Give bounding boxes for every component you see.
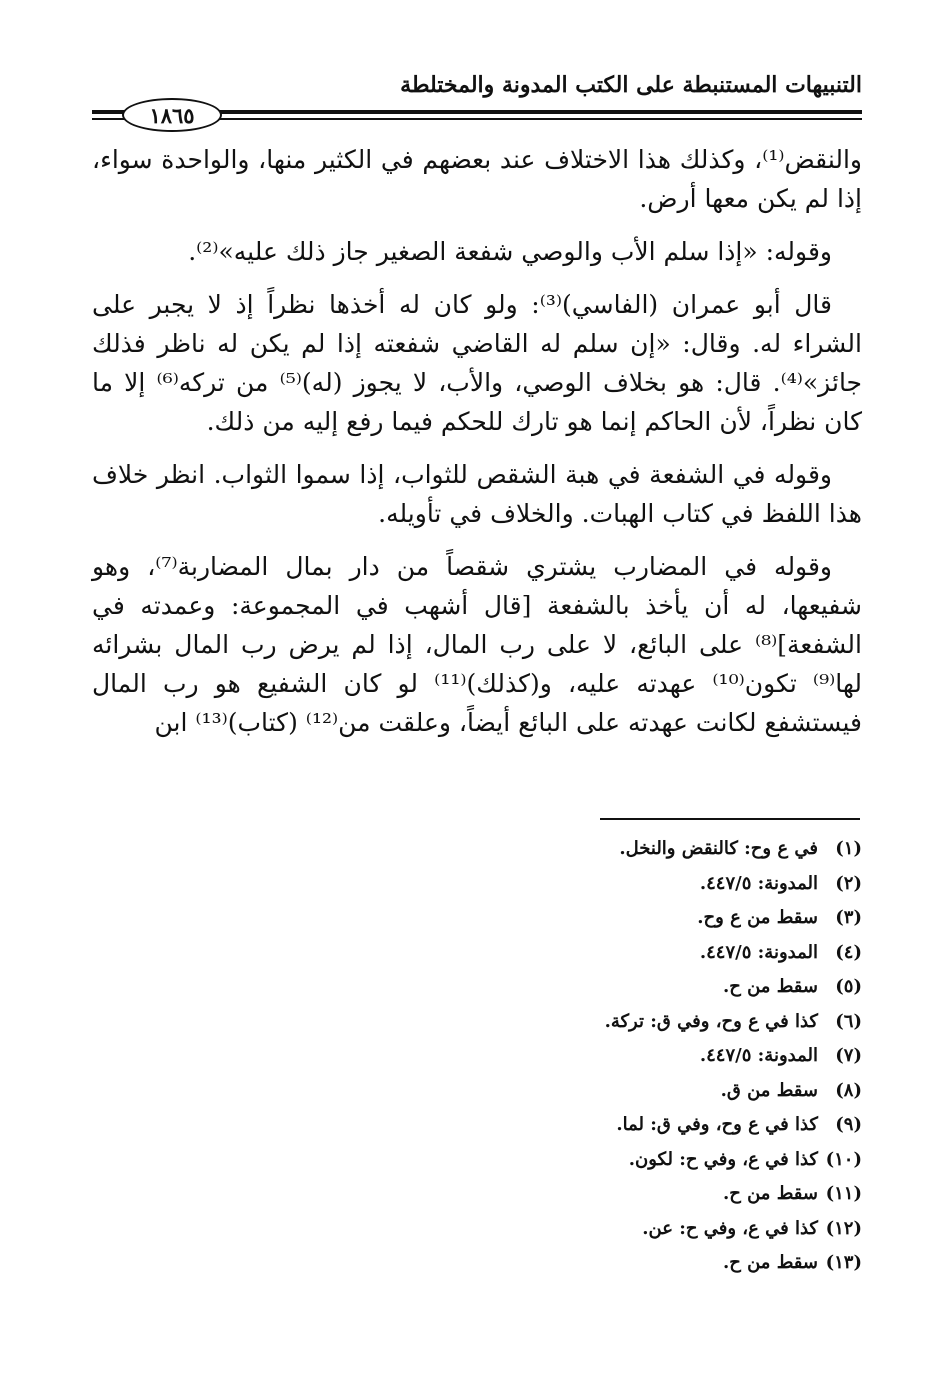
footnote-item <box>482 1143 862 1178</box>
footnote-number: (٩) <box>835 1114 862 1135</box>
footnote-text: كذا في ع، وفي ح: لكون. <box>628 1148 818 1170</box>
footnote-item <box>482 901 862 936</box>
paragraph: والنقض⁽¹⁾، وكذلك هذا الاختلاف عند بعضهم في الكثير منها، والواحدة سواء، إذا لم يكن معها أرض. <box>92 145 862 213</box>
footnote-text: سقط من ق. <box>720 1079 818 1101</box>
footnote-number: (١٢) <box>825 1217 862 1239</box>
footnote-item <box>482 1246 862 1281</box>
footnote-item <box>482 1039 862 1074</box>
footnote-item <box>482 1108 862 1143</box>
footnote-number: (٢) <box>835 872 862 894</box>
main-text <box>92 140 862 756</box>
footnote-number: (٧) <box>835 1045 862 1066</box>
footnote-text: سقط من ح. <box>722 1183 818 1204</box>
footnote-item <box>482 1074 862 1109</box>
footnote-item <box>482 1177 862 1212</box>
paragraph: وقوله في الشفعة في هبة الشقص للثواب، إذا سموا الثواب. انظر خلاف هذا اللفظ في كتاب الهبات. والخلاف في تأويله. <box>92 460 862 528</box>
paragraph: وقوله في المضارب يشتري شقصاً من دار بمال المضاربة⁽⁷⁾، وهو شفيعها، له أن يأخذ بالشفعة [قال أشهب في المجموعة: وعمدته في الشفعة]⁽⁸⁾ على البائع، لا على رب المال، إذا لم يرض رب المال بشرائه لها⁽⁹⁾ تكون⁽¹⁰⁾ عهدته عليه، و(كذلك)⁽¹¹⁾ لو كان الشفيع هو رب المال فيستشفع لكانت عهدته على البائع أيضاً، وعلقت من⁽¹²⁾ (كتاب)⁽¹³⁾ ابن <box>92 552 863 737</box>
footnote-item <box>482 1005 862 1040</box>
footnote-number: (٨) <box>835 1079 862 1101</box>
footnote-number: (٦) <box>835 1010 862 1032</box>
footnote-number: (٥) <box>835 976 862 997</box>
footnote-item <box>482 867 862 902</box>
footnote-text: المدونة: ٤٤٧/٥. <box>699 1045 818 1066</box>
running-title: التنبيهات المستنبطة على الكتب المدونة والمختلطة <box>400 72 862 98</box>
page-number-badge <box>122 98 222 132</box>
footnotes <box>482 832 862 1281</box>
footnote-text: المدونة: ٤٤٧/٥. <box>699 941 818 963</box>
page-number: ١٨٦٥ <box>149 102 195 128</box>
footnote-text: في ع وح: كالنقض والنخل. <box>619 838 818 859</box>
footnote-separator <box>600 818 860 820</box>
footnote-number: (١٣) <box>825 1252 862 1273</box>
footnote-text: سقط من ع وح. <box>697 907 818 928</box>
footnote-number: (٤) <box>835 941 862 963</box>
footnote-item <box>482 970 862 1005</box>
page-header <box>92 70 862 128</box>
footnote-item <box>482 936 862 971</box>
footnote-number: (١) <box>835 838 862 859</box>
footnote-number: (١١) <box>825 1183 862 1204</box>
footnote-number: (٣) <box>835 907 862 928</box>
footnote-item <box>482 1212 862 1247</box>
footnote-text: المدونة: ٤٤٧/٥. <box>699 872 818 894</box>
footnote-number: (١٠) <box>825 1148 862 1170</box>
footnote-text: سقط من ح. <box>722 1252 818 1273</box>
paragraph: وقوله: «إذا سلم الأب والوصي شفعة الصغير جاز ذلك عليه»⁽²⁾. <box>188 237 832 266</box>
footnote-text: سقط من ح. <box>722 976 818 997</box>
footnote-text: كذا في ع وح، وفي ق: لما. <box>616 1114 818 1135</box>
footnote-text: كذا في ع وح، وفي ق: تركة. <box>604 1010 818 1032</box>
footnote-item <box>482 832 862 867</box>
paragraph: قال أبو عمران (الفاسي)⁽³⁾: ولو كان له أخذها نظراً إذ لا يجبر على الشراء له. وقال: «إن سلم له القاضي شفعته إذا لم يكن له ناظر فذلك جائز»⁽⁴⁾. قال: هو بخلاف الوصي، والأب، لا يجوز (له)⁽⁵⁾ من تركه⁽⁶⁾ إلا ما كان نظراً، لأن الحاكم إنما هو تارك للحكم فيما رفع إليه من ذلك. <box>92 290 863 436</box>
footnote-text: كذا في ع، وفي ح: عن. <box>642 1217 818 1239</box>
